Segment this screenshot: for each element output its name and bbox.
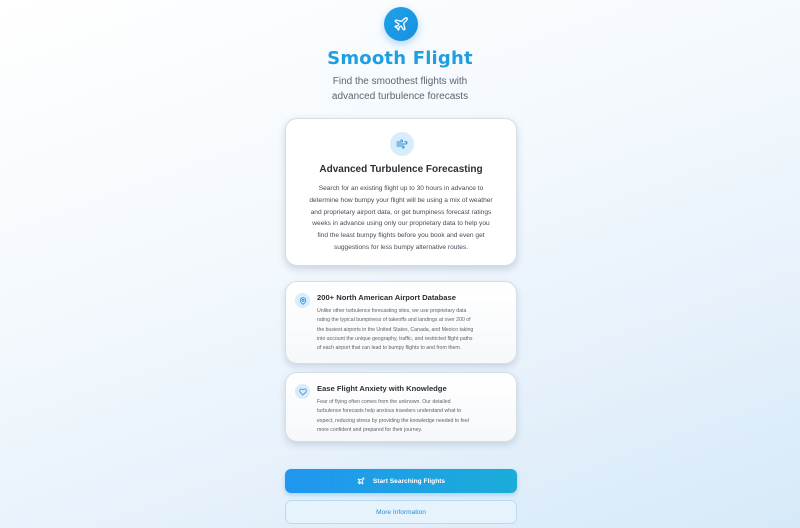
- more-information-button[interactable]: [285, 500, 517, 524]
- description-line: turbulence forecasts help anxious travelers understand what to: [317, 408, 462, 415]
- feature-icon-badge: [295, 384, 310, 399]
- feature-icon-badge: [295, 293, 310, 308]
- description-line: suggestions for less bumpy alternative routes.: [333, 243, 469, 251]
- description-line: Fear of flying often comes from the unknown. Our detailed: [317, 399, 451, 405]
- feature-icon-badge: [390, 132, 414, 156]
- feature-description: [317, 398, 507, 435]
- subtitle-line: advanced turbulence forecasts: [331, 91, 469, 102]
- subtitle-line: Find the smoothest flights with: [332, 76, 468, 87]
- description-line: weeks in advance using only our proprietary data to help you: [312, 220, 490, 228]
- map-pin-icon: [299, 297, 307, 305]
- app-title: Smooth Flight: [327, 48, 473, 69]
- description-line: more confident and prepared for their journey.: [317, 426, 423, 433]
- feature-description: [317, 307, 507, 353]
- description-line: the busiest airports in the United States, Canada, and Mexico taking: [317, 326, 474, 333]
- feature-title: Advanced Turbulence Forecasting: [319, 164, 483, 175]
- feature-title: 200+ North American Airport Database: [317, 293, 456, 302]
- feature-card-flight-anxiety: [285, 372, 517, 442]
- description-line: rating the typical bumpiness of takeoffs and landings at over 200 of: [317, 317, 471, 324]
- description-line: expect, reducing stress by providing the knowledge needed to feel: [317, 417, 469, 424]
- app-subtitle: [300, 74, 500, 104]
- feature-description: [298, 183, 504, 254]
- start-searching-button[interactable]: [285, 469, 517, 493]
- feature-card-turbulence: [285, 118, 517, 266]
- description-line: Unlike other turbulence forecasting sites, we use proprietary data: [317, 308, 467, 314]
- wind-icon: [396, 138, 408, 150]
- description-line: of each airport that can lead to bumpy flights to and from them.: [317, 345, 462, 352]
- heart-icon: [299, 388, 307, 396]
- logo-badge: [384, 7, 418, 41]
- feature-card-airport-database: [285, 281, 517, 364]
- description-line: determine how bumpy your flight will be using a mix of weather: [309, 196, 493, 204]
- airplane-icon: [357, 477, 365, 485]
- description-line: and proprietary airport data, or get bumpiness forecast ratings: [310, 208, 492, 216]
- more-information-label: More Information: [376, 508, 426, 516]
- description-line: find the least bumpy flights before you book and even get: [317, 232, 485, 240]
- description-line: into account the unique geography, traffic, and restricted flight paths: [317, 335, 473, 342]
- airplane-icon: [393, 16, 409, 32]
- start-searching-label: Start Searching Flights: [372, 477, 446, 485]
- feature-title: Ease Flight Anxiety with Knowledge: [317, 384, 447, 393]
- description-line: Search for an existing flight up to 30 hours in advance to: [318, 185, 484, 192]
